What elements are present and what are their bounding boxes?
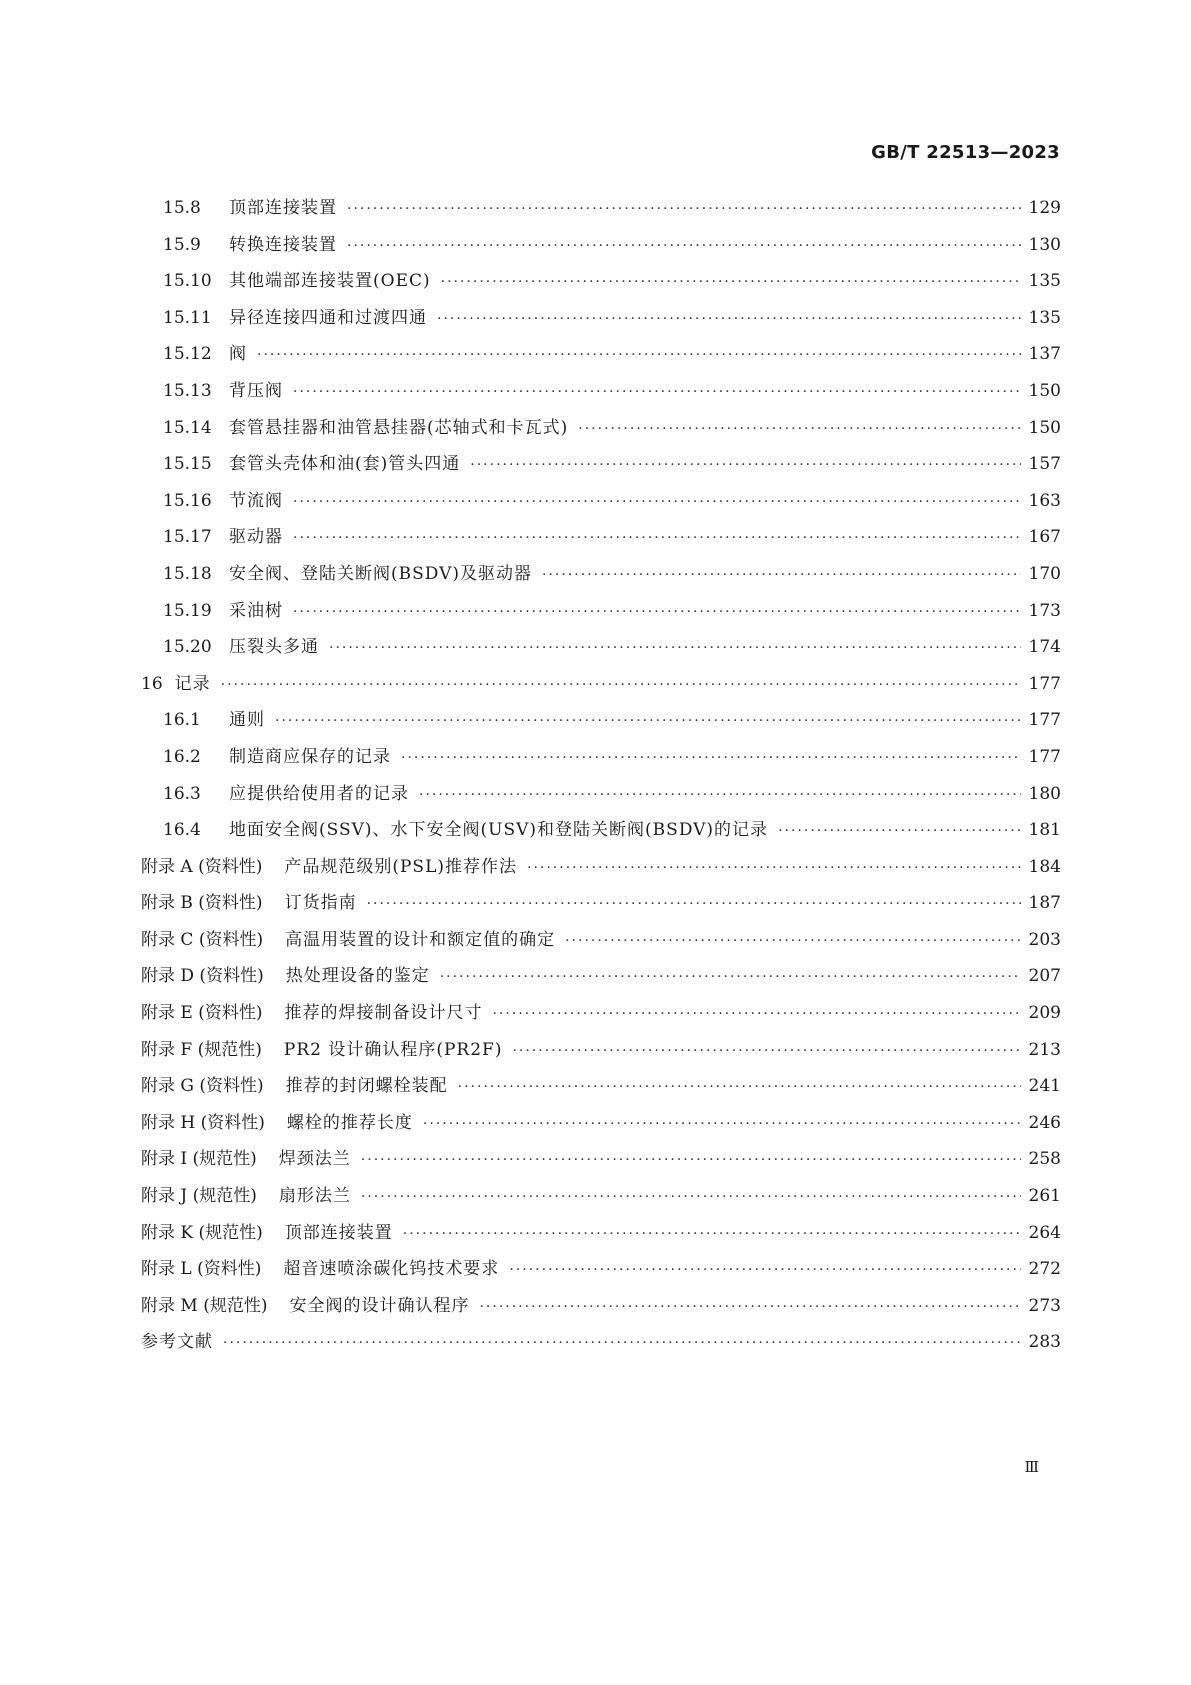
toc-entry-page: 184 (1028, 856, 1061, 877)
toc-entry-page: 177 (1028, 673, 1061, 694)
toc-entry-number: 附录 H (资料性) (141, 1112, 265, 1133)
toc-entry-page: 283 (1028, 1332, 1061, 1353)
toc-entry-title: 参考文献 (141, 1332, 213, 1353)
toc-entry-title: 采油树 (229, 600, 283, 621)
toc-dot-leader (458, 1079, 1021, 1095)
toc-entry-page: 261 (1028, 1186, 1061, 1207)
toc-entry-page: 135 (1028, 271, 1061, 292)
toc-entry-number: 15.17 (163, 527, 212, 548)
toc-dot-leader (293, 384, 1021, 400)
toc-entry-title: 阀 (229, 344, 247, 365)
toc-entry-number: 附录 A (资料性) (141, 856, 263, 877)
toc-entry-page: 241 (1028, 1076, 1061, 1097)
toc-entry-title: 螺栓的推荐长度 (286, 1112, 413, 1133)
toc-entry[interactable] (141, 669, 1061, 706)
toc-entry[interactable] (141, 303, 1061, 340)
toc-dot-leader (293, 604, 1021, 620)
toc-dot-leader (223, 1335, 1021, 1351)
toc-entry[interactable] (141, 413, 1061, 450)
toc-entry-title: 背压阀 (229, 380, 283, 401)
toc-dot-leader (221, 677, 1021, 693)
toc-entry-title: 顶部连接装置 (229, 198, 337, 218)
toc-entry-title: 高温用装置的设计和额定值的确定 (285, 929, 556, 950)
toc-entry-title: 其他端部连接装置(OEC) (229, 271, 431, 292)
toc-entry-number: 16 (141, 673, 163, 694)
toc-entry-page: 135 (1028, 307, 1061, 328)
toc-entry-page: 137 (1028, 344, 1061, 365)
toc-dot-leader (527, 860, 1021, 876)
toc-entry[interactable] (141, 742, 1061, 779)
toc-dot-leader (257, 347, 1021, 363)
toc-entry-page: 213 (1028, 1039, 1061, 1060)
toc-entry-number: 附录 C (资料性) (141, 929, 264, 950)
toc-entry-title: 节流阀 (229, 490, 283, 511)
toc-entry-page: 150 (1028, 380, 1061, 401)
toc-entry-page: 246 (1028, 1112, 1061, 1133)
toc-entry-page: 157 (1028, 454, 1061, 475)
toc-entry-page: 173 (1028, 600, 1061, 621)
toc-dot-leader (401, 750, 1021, 766)
toc-entry-page: 209 (1028, 1003, 1061, 1024)
toc-entry-title: 超音速喷涂碳化钨技术要求 (283, 1259, 500, 1280)
toc-entry-number: 15.14 (163, 417, 212, 438)
toc-entry[interactable] (141, 632, 1061, 669)
toc-entry-page: 130 (1028, 234, 1061, 255)
toc-entry-title: 应提供给使用者的记录 (229, 783, 409, 804)
toc-entry-title: 驱动器 (229, 527, 283, 548)
toc-dot-leader (479, 1299, 1021, 1315)
toc-dot-leader (578, 421, 1021, 437)
toc-entry-number: 15.19 (163, 600, 212, 621)
toc-dot-leader (293, 530, 1021, 546)
toc-entry-number: 16.3 (163, 783, 201, 804)
toc-entry[interactable] (141, 815, 1061, 852)
toc-dot-leader (437, 311, 1021, 327)
toc-entry-page: 272 (1028, 1259, 1061, 1280)
toc-entry[interactable] (141, 596, 1061, 633)
toc-entry-number: 15.10 (163, 271, 212, 292)
toc-entry[interactable] (141, 339, 1061, 376)
toc-entry-title: 异径连接四通和过渡四通 (229, 307, 427, 328)
toc-dot-leader (347, 238, 1021, 254)
toc-dot-leader (419, 787, 1021, 803)
toc-entry-number: 16.2 (163, 746, 201, 767)
toc-entry-title: 顶部连接装置 (284, 1222, 393, 1243)
toc-entry-number: 附录 B (资料性) (141, 893, 263, 914)
page-number: Ⅲ (1024, 1458, 1039, 1476)
toc-entry-number: 15.15 (163, 454, 212, 475)
toc-dot-leader (470, 457, 1021, 473)
table-of-contents (141, 193, 1061, 1364)
toc-entry-number: 15.20 (163, 637, 212, 658)
toc-entry-title: 订货指南 (284, 893, 357, 914)
toc-dot-leader (509, 1262, 1021, 1278)
toc-entry-page: 163 (1028, 490, 1061, 511)
toc-entry[interactable] (141, 193, 1061, 230)
toc-entry[interactable] (141, 449, 1061, 486)
toc-entry-page: 207 (1028, 966, 1061, 987)
toc-entry[interactable] (141, 1108, 1061, 1145)
toc-entry-number: 15.8 (163, 198, 201, 218)
toc-entry[interactable] (141, 925, 1061, 962)
toc-entry-page: 258 (1028, 1149, 1061, 1170)
toc-entry-title: 套管悬挂器和油管悬挂器(芯轴式和卡瓦式) (229, 417, 569, 438)
toc-dot-leader (293, 494, 1021, 510)
toc-entry-title: 套管头壳体和油(套)管头四通 (229, 454, 461, 475)
toc-entry[interactable] (141, 1144, 1061, 1181)
toc-entry-page: 181 (1028, 820, 1061, 841)
toc-entry-number: 15.16 (163, 490, 212, 511)
toc-dot-leader (275, 713, 1021, 729)
toc-dot-leader (367, 896, 1021, 912)
toc-entry-title: 转换连接装置 (229, 234, 337, 255)
toc-entry[interactable] (141, 1291, 1061, 1328)
toc-entry-title: 热处理设备的鉴定 (285, 966, 430, 987)
toc-entry[interactable] (141, 266, 1061, 303)
toc-entry[interactable] (141, 376, 1061, 413)
toc-entry[interactable] (141, 1035, 1061, 1072)
toc-entry[interactable] (141, 779, 1061, 816)
toc-entry-page: 177 (1028, 710, 1061, 731)
toc-entry-page: 177 (1028, 746, 1061, 767)
toc-dot-leader (441, 274, 1021, 290)
toc-dot-leader (347, 201, 1021, 217)
toc-entry-number: 15.11 (163, 307, 212, 328)
toc-entry[interactable] (141, 998, 1061, 1035)
toc-dot-leader (565, 933, 1021, 949)
toc-entry-title: 安全阀、登陆关断阀(BSDV)及驱动器 (229, 563, 533, 584)
toc-entry-title: 地面安全阀(SSV)、水下安全阀(USV)和登陆关断阀(BSDV)的记录 (229, 820, 769, 841)
toc-entry[interactable] (141, 522, 1061, 559)
toc-entry-number: 15.13 (163, 380, 212, 401)
toc-dot-leader (329, 640, 1021, 656)
toc-entry[interactable] (141, 888, 1061, 925)
toc-entry[interactable] (141, 1254, 1061, 1291)
toc-entry-number: 附录 E (资料性) (141, 1003, 263, 1024)
toc-entry[interactable] (141, 852, 1061, 889)
toc-entry[interactable] (141, 1181, 1061, 1218)
toc-entry-number: 15.18 (163, 563, 212, 584)
toc-entry[interactable] (141, 559, 1061, 596)
standard-number: GB/T 22513—2023 (871, 142, 1060, 163)
toc-entry-title: PR2 设计确认程序(PR2F) (283, 1039, 503, 1060)
toc-entry-title: 制造商应保存的记录 (229, 746, 391, 767)
toc-entry-number: 15.9 (163, 234, 201, 255)
toc-dot-leader (361, 1152, 1021, 1168)
toc-entry[interactable] (141, 1218, 1061, 1255)
toc-entry[interactable] (141, 705, 1061, 742)
toc-entry-number: 16.1 (163, 710, 201, 731)
toc-entry-page: 273 (1028, 1295, 1061, 1316)
toc-entry-page: 150 (1028, 417, 1061, 438)
toc-entry-title: 产品规范级别(PSL)推荐作法 (284, 856, 517, 877)
toc-entry-number: 16.4 (163, 820, 201, 841)
toc-entry-number: 附录 G (资料性) (141, 1076, 264, 1097)
toc-entry-page: 174 (1028, 637, 1061, 658)
toc-entry-number: 附录 M (规范性) (141, 1295, 268, 1316)
toc-entry-number: 附录 D (资料性) (141, 966, 264, 987)
toc-entry-number: 附录 L (资料性) (141, 1259, 262, 1280)
toc-entry-number: 附录 K (规范性) (141, 1222, 263, 1243)
toc-entry[interactable] (141, 486, 1061, 523)
toc-entry-page: 167 (1028, 527, 1061, 548)
toc-dot-leader (423, 1116, 1021, 1132)
toc-dot-leader (440, 969, 1021, 985)
toc-entry[interactable] (141, 1071, 1061, 1108)
toc-dot-leader (492, 1006, 1021, 1022)
toc-dot-leader (512, 1043, 1021, 1059)
toc-entry-title: 压裂头多通 (229, 637, 319, 658)
toc-entry-number: 附录 F (规范性) (141, 1039, 262, 1060)
toc-entry[interactable] (141, 961, 1061, 998)
toc-entry-title: 记录 (174, 673, 211, 694)
toc-entry-page: 203 (1028, 929, 1061, 950)
toc-entry-title: 扇形法兰 (278, 1186, 351, 1207)
toc-entry-title: 安全阀的设计确认程序 (289, 1295, 470, 1316)
toc-entry[interactable] (141, 230, 1061, 267)
toc-entry-title: 焊颈法兰 (278, 1149, 351, 1170)
toc-dot-leader (778, 823, 1021, 839)
toc-entry-title: 通则 (229, 710, 265, 731)
toc-entry-title: 推荐的焊接制备设计尺寸 (284, 1003, 483, 1024)
toc-dot-leader (361, 1189, 1021, 1205)
toc-entry-page: 180 (1028, 783, 1061, 804)
toc-entry-page: 170 (1028, 563, 1061, 584)
toc-entry-number: 附录 I (规范性) (141, 1149, 257, 1170)
toc-entry-number: 附录 J (规范性) (141, 1186, 257, 1207)
toc-dot-leader (403, 1226, 1021, 1242)
toc-entry-page: 187 (1028, 893, 1061, 914)
toc-entry-page: 129 (1028, 198, 1061, 218)
toc-entry-page: 264 (1028, 1222, 1061, 1243)
toc-dot-leader (542, 567, 1021, 583)
toc-entry[interactable] (141, 1327, 1061, 1364)
toc-entry-title: 推荐的封闭螺栓装配 (285, 1076, 448, 1097)
toc-entry-number: 15.12 (163, 344, 212, 365)
